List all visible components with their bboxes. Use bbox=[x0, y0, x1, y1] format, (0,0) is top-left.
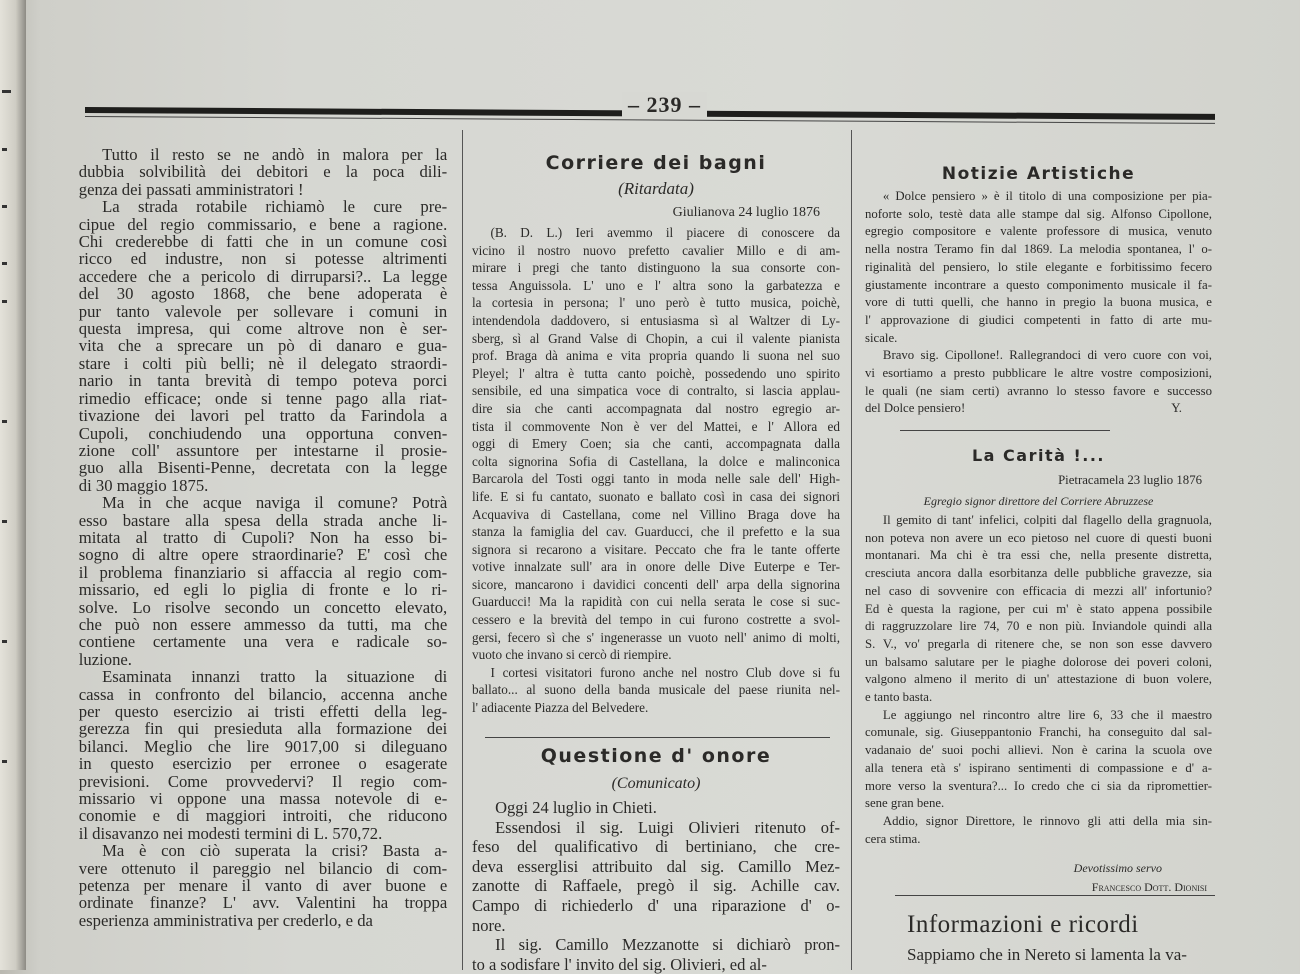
text-line: nel caso di sovvenire con efficacia di mezzi all' infortunio? bbox=[865, 583, 1212, 598]
text-line: tessa Anguissola. L' uno e l' altra sono la garbatezza e bbox=[472, 277, 840, 293]
text-line: vore di tutti quelli, che hanno in pregio la buona musica, e bbox=[865, 295, 1212, 310]
text-line: Chi crederebbe di fatti che in un comune così bbox=[78, 232, 448, 252]
text-line: la cortesia in persona; l' uno però è tutto musica, poichè, bbox=[472, 295, 840, 311]
text-line: l' approvazione di giudici competenti in fatto di arte mu- bbox=[865, 312, 1212, 327]
text-line: del 30 agosto 1868, che bene adoperata è bbox=[78, 284, 448, 304]
text-line: riginalità del pensiero, lo stile elegante e forbitissimo fecero bbox=[865, 259, 1212, 274]
column-1-article bbox=[79, 146, 447, 929]
text-line: ricco ed industre, non si potesse altrimenti bbox=[78, 249, 448, 269]
text-line: questa impresa, qui come altrove non è ser- bbox=[78, 319, 448, 339]
article-body bbox=[865, 188, 1212, 418]
page-number: – 239 – bbox=[622, 92, 707, 118]
text-line: conomie e di maggiori introiti, che riducono bbox=[78, 806, 448, 826]
column-divider bbox=[462, 130, 463, 970]
section-rule bbox=[900, 430, 1110, 431]
text-line: cipue del regio commissario, e bene a ragione. bbox=[78, 214, 448, 234]
text-line: prof. Braga dà anima e vita propria quando li suona nel suo bbox=[472, 348, 840, 364]
text-line: sicale. bbox=[865, 330, 898, 345]
text-line: montanari. Ma chi è tra essi che, nella presente distretta, bbox=[865, 548, 1212, 563]
text-line: del Dolce pensiero! bbox=[865, 401, 966, 416]
text-line: e tanto basta. bbox=[865, 690, 933, 705]
text-line: sene gran bene. bbox=[865, 796, 945, 811]
text-line: zione coll' assuntore per intestarne il prosie- bbox=[78, 440, 448, 460]
text-line: valgono almeno il merito di un' attestazione di buon volere, bbox=[865, 672, 1212, 687]
text-line: vuoto che invano si cercò di riempire. bbox=[472, 647, 672, 663]
text-line: che può non essere ammesso da tutti, ma che bbox=[78, 614, 448, 634]
text-line: Il sig. Camillo Mezzanotte si dichiarò pron- bbox=[495, 935, 840, 955]
section-rule bbox=[485, 737, 830, 738]
signature: Francesco Dott. Dionisi bbox=[1091, 880, 1207, 895]
text-line: per questo esercizio ai tristi effetti della leg- bbox=[78, 702, 448, 721]
text-line: stare i colti più belli; nè il delegato straordi- bbox=[78, 353, 448, 373]
text-line: I cortesi visitatori furono anche nel nostro Club dove si fu bbox=[490, 664, 840, 680]
text-line: egregio compositore e valente professore di musica, venuto bbox=[865, 224, 1212, 239]
article-body bbox=[865, 512, 1212, 848]
notizie-artistiche-article bbox=[865, 160, 1212, 418]
section-rule bbox=[895, 895, 1215, 896]
adjacent-page-edge bbox=[0, 0, 26, 970]
text-line: bilanci. Meglio che lire 9017,00 si dileguano bbox=[78, 736, 448, 756]
text-line: guo alla Bisenti-Penne, decretata con la legge bbox=[78, 458, 448, 478]
text-line: previsioni. Come provvedervi? Il regio com- bbox=[78, 771, 448, 791]
text-line: more verso la sventura?... Io credo che ci sia da ripromettier- bbox=[865, 778, 1212, 793]
text-line: vicino il nostro nuovo prefetto cavalier Millo e di am- bbox=[472, 242, 840, 258]
text-line: cessero e la brevità del tempo in cui furono costrette a svol- bbox=[472, 612, 840, 628]
text-line: feso del qualificativo di bertiniano, che cre- bbox=[472, 837, 840, 857]
text-line: nore. bbox=[472, 915, 506, 935]
text-line: mitata al tratto di Cupoli? Non ha esso bi- bbox=[78, 527, 448, 547]
text-line: sensibile, ed una simpatica voce di contralto, si lascia applau- bbox=[472, 383, 840, 399]
text-line: dubbia solvibilità dei debitori e la poca dili- bbox=[78, 162, 448, 182]
text-line: Ma in che acque naviga il comune? Potrà bbox=[102, 493, 448, 513]
text-line: Addio, signor Direttore, le rinnovo gli atti della mia sin- bbox=[882, 813, 1212, 828]
text-line: Le aggiungo nel rincontro altre lire 6, 33 che il maestro bbox=[882, 707, 1212, 722]
text-line: colta signorina Sofia di Castellana, la dolce e malinconica bbox=[472, 453, 840, 469]
text-line: gersi, fecero sì che s' ingenerasse un vuoto nell' animo di molti, bbox=[472, 629, 840, 645]
text-line: pur tanto valevole per sollevare i comuni in bbox=[78, 301, 448, 321]
text-line: nario in tanta brevità di tempo poteva porci bbox=[78, 371, 448, 391]
text-line: Campo di richiederlo d' una riparazione d' o- bbox=[472, 895, 840, 915]
text-line: Bravo sig. Cipollone!. Rallegrandoci di vero cuore con voi, bbox=[882, 348, 1212, 363]
text-line: non poteva non avere un eco pietoso nel cuore di questi buoni bbox=[865, 530, 1212, 545]
text-line: Guarducci! Ma la rapidità con cui nella serata le cose si suc- bbox=[472, 594, 840, 610]
salutation: Egregio signor direttore del Corriere Abruzzese bbox=[923, 494, 1154, 508]
corriere-dei-bagni-article bbox=[472, 150, 840, 717]
text-line: (B. D. L.) Ieri avemmo il piacere di conoscere da bbox=[490, 225, 840, 240]
text-line: rimedio efficace; onde si tenne pago alla riat- bbox=[78, 388, 448, 408]
column-divider bbox=[851, 130, 852, 970]
text-line: La strada rotabile richiamò le cure pre- bbox=[102, 197, 448, 217]
text-line: gerezza fin qui presieduta alla formazione dei bbox=[78, 719, 448, 739]
text-line: cassa in confronto del bilancio, accenna anche bbox=[78, 684, 448, 704]
article-subtitle: (Ritardata) bbox=[618, 179, 694, 198]
informazioni-e-ricordi-article bbox=[907, 907, 1217, 967]
text-line: vita che a sprecare un pò di danaro e gua- bbox=[78, 336, 448, 356]
questione-d-onore-article bbox=[472, 742, 840, 974]
text-line: Acquaviva di Castellana, come nel Villino Braga dove ha bbox=[472, 506, 840, 522]
text-line: ballato... al suono della banda musicale del paese riunita nel- bbox=[472, 682, 840, 698]
text-line: di raggruzzolare lire 74, 70 e non più. Inviandole quindi alla bbox=[865, 619, 1212, 634]
text-line: sicore, mancarono i davidici concenti dell' arpa della signorina bbox=[472, 576, 840, 592]
text-line: solve. Lo risolve secondo un concetto elevato, bbox=[78, 597, 448, 617]
text-line: esperienza amministrativa per crederlo, e da bbox=[78, 910, 373, 930]
text-line: oggi di Emery Coen; sia che canti, accompagnata dalla bbox=[472, 436, 840, 452]
text-line: il disavanzo nei modesti termini di L. 570,72. bbox=[78, 823, 383, 843]
article-first-line: Sappiamo che in Nereto si lamenta la va- bbox=[907, 945, 1187, 964]
text-line: di 30 maggio 1875. bbox=[78, 475, 209, 495]
article-title: Notizie Artistiche bbox=[941, 164, 1136, 184]
text-line: cera stima. bbox=[865, 831, 921, 846]
text-line: giustamente incontrare a questo componimento musicale il fa- bbox=[865, 277, 1212, 292]
text-line: S. V., vo' pregarla di ritenere che, se non son esse davvero bbox=[865, 636, 1212, 651]
text-line: Pleyel; l' altra è tutta canto poichè, possedendo uno spirito bbox=[472, 365, 840, 381]
text-line: luzione. bbox=[78, 649, 132, 669]
text-line: tista il commovente Non è ver del Mattei, e l' Allora ed bbox=[472, 418, 840, 434]
dateline: Giulianova 24 luglio 1876 bbox=[672, 205, 820, 220]
text-line: nella nostra Teramo fin dal 1869. La melodia spontanea, l' o- bbox=[865, 242, 1212, 257]
text-line: Tutto il resto se ne andò in malora per la bbox=[102, 145, 448, 164]
adjacent-page-text-fragments bbox=[2, 0, 12, 970]
text-line: « Dolce pensiero » è il titolo di una composizione per pia- bbox=[882, 189, 1212, 203]
text-line: deva esserglisi attribuito dal sig. Camillo Mez- bbox=[472, 856, 840, 876]
text-line: genza dei passati amministratori ! bbox=[78, 179, 304, 199]
article-body bbox=[472, 798, 840, 974]
text-line: dire sia che canti accompagnata dal nostro egregio ar- bbox=[472, 400, 840, 416]
text-line: Ma è con ciò superata la crisi? Basta a- bbox=[102, 841, 448, 861]
closing: Devotissimo servo bbox=[1073, 861, 1162, 876]
text-line: zanotte di Raffaele, pregò il sig. Achille cav. bbox=[472, 876, 840, 896]
text-line: comunale, sig. Giuseppantonio Franchi, ha conseguito dal sal- bbox=[865, 725, 1212, 740]
text-line: tivazione dei lavori pel tratto da Farindola a bbox=[78, 406, 448, 426]
article-body bbox=[472, 224, 840, 717]
text-line: Ed è questa la ragione, per cui m' è stato appena possibile bbox=[865, 601, 1212, 616]
text-line: missario vi oppone una massa notevole di e- bbox=[78, 789, 448, 809]
text-line: petenza per menare il vanto di aver buone e bbox=[78, 876, 448, 896]
text-line: alla tenera età s' ispirano sentimenti di compassione e d' a- bbox=[865, 760, 1212, 775]
text-line: sberg, sì al Grand Valse di Chopin, a cui il valente pianista bbox=[472, 330, 840, 346]
text-line: mirare i pregi che tanto distinguono la sua consorte con- bbox=[472, 260, 840, 276]
text-line: le quali (ne siam certi) avranno lo stesso favore e successo bbox=[865, 383, 1212, 398]
article-subtitle: (Comunicato) bbox=[611, 775, 701, 792]
text-line: il problema finanziario si affaccia al regio com- bbox=[78, 562, 448, 582]
text-line: un balsamo salutare per le piaghe dolorose dei poveri coloni, bbox=[865, 654, 1212, 669]
text-line: Esaminata innanzi tratto la situazione di bbox=[102, 667, 448, 687]
text-line: accedere che a pericolo di dirruparsi?.. La legge bbox=[78, 266, 448, 286]
text-line: life. E si fu cantato, suonato e ballato così in casa dei signori bbox=[472, 488, 840, 504]
text-line: esso bastare alla spesa della strada anche li- bbox=[78, 510, 448, 530]
text-line: intendendola daddovero, si entusiasma sì al Waltzer di Ly- bbox=[472, 312, 840, 328]
text-line: ordinate finanze? L' avv. Valentini ha troppa bbox=[78, 893, 448, 913]
text-line: Barcarola del Tosti oggi tanto in moda nelle sale dell' High- bbox=[472, 471, 840, 487]
text-line: to a sodisfare l' invito del sig. Olivieri, ed al- bbox=[472, 954, 767, 974]
article-title: Questione d' onore bbox=[540, 745, 772, 767]
text-line: contiene certamente una vera e radicale so- bbox=[78, 632, 448, 652]
signature: Y. bbox=[1171, 401, 1182, 416]
text-line: l' adiacente Piazza del Belvedere. bbox=[472, 700, 649, 716]
text-line: missario, ed egli lo piglia di fronte e lo ri- bbox=[78, 580, 448, 600]
article-title: Corriere dei bagni bbox=[545, 152, 767, 174]
text-line: signora si recarono a visitare. Peccato che fra le tante offerte bbox=[472, 541, 840, 557]
dateline: Pietracamela 23 luglio 1876 bbox=[1058, 473, 1202, 487]
text-line: Il gemito di tant' infelici, colpiti dal flagello della gragnuola, bbox=[882, 513, 1212, 527]
text-line: cresciuta ancora dalla esorbitanza delle pubbliche gravezze, sia bbox=[865, 566, 1212, 581]
text-line: vadanaio de' suoi pochi allievi. Non è carina la scuola ove bbox=[865, 743, 1212, 758]
text-line: votive innalzate sull' ara in onore delle Dive Euterpe e Ter- bbox=[472, 559, 840, 575]
text-line: Cupoli, conchiudendo una opportuna conven- bbox=[78, 423, 448, 443]
text-line: Oggi 24 luglio in Chieti. bbox=[495, 798, 657, 817]
article-title: La Carità !... bbox=[971, 446, 1106, 465]
article-title: Informazioni e ricordi bbox=[907, 911, 1139, 938]
text-line: Essendosi il sig. Luigi Olivieri ritenuto of- bbox=[495, 817, 840, 837]
la-carita-article bbox=[865, 442, 1212, 896]
text-line: vere ottenuto il pareggio nel bilancio di com- bbox=[78, 858, 448, 878]
text-line: vi esortiamo a presto pubblicare le altre vostre composizioni, bbox=[865, 366, 1212, 381]
text-line: sogno di altre opere straordinarie? E' così che bbox=[78, 545, 448, 565]
text-line: stanza la famiglia del cav. Guarducci, che il prefetto e la sua bbox=[472, 524, 840, 540]
text-line: noforte solo, testè data alle stampe dal sig. Alfonso Cipollone, bbox=[865, 206, 1212, 221]
text-line: in questo esercizio per erronee o esagerate bbox=[78, 754, 448, 774]
